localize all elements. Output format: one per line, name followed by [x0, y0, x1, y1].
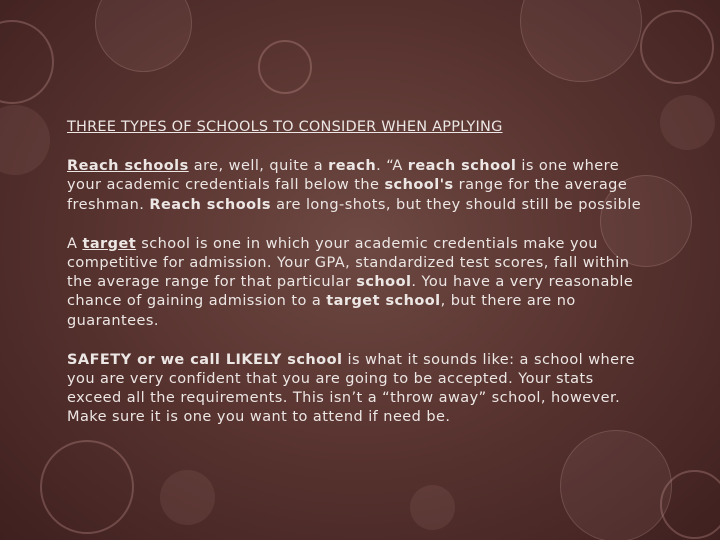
target-term: target [82, 235, 137, 252]
safety-paragraph: SAFETY or we call LIKELY school is what it sounds like: a school where you are very confident that you are going to be accepted. Your stats exceed all the requirements. This isn’t a “throw away” school, however. Make sure it is one you want to attend if need be. [67, 351, 635, 426]
bokeh-circle [660, 470, 720, 539]
reach-paragraph: Reach schools are, well, quite a reach. “A reach school is one where your academic credentials fall below the school's range for the average freshman. Reach schools are long-shots, but they should still be possible [67, 158, 642, 213]
bokeh-circle [40, 440, 134, 534]
bokeh-circle [520, 0, 642, 82]
bokeh-circle [160, 470, 215, 525]
bokeh-circle [95, 0, 192, 72]
bokeh-circle [410, 485, 455, 530]
safety-term: SAFETY or we call LIKELY school [67, 351, 343, 368]
slide-body [67, 118, 647, 428]
bokeh-circle [0, 105, 50, 175]
reach-term: Reach schools [67, 158, 189, 175]
target-paragraph: A target school is one in which your academic credentials make you competitive for admission. Your GPA, standardized test scores, fall within the average range for that particular school. You have a very reasonable chance of gaining admission to a target school, but there are no guarantees. [67, 235, 634, 329]
bokeh-circle [560, 430, 672, 540]
bokeh-circle [258, 40, 312, 94]
bokeh-circle [640, 10, 714, 84]
slide-heading: THREE TYPES OF SCHOOLS TO CONSIDER WHEN APPLYING [67, 119, 503, 135]
bokeh-circle [660, 95, 715, 150]
bokeh-circle [0, 20, 54, 104]
